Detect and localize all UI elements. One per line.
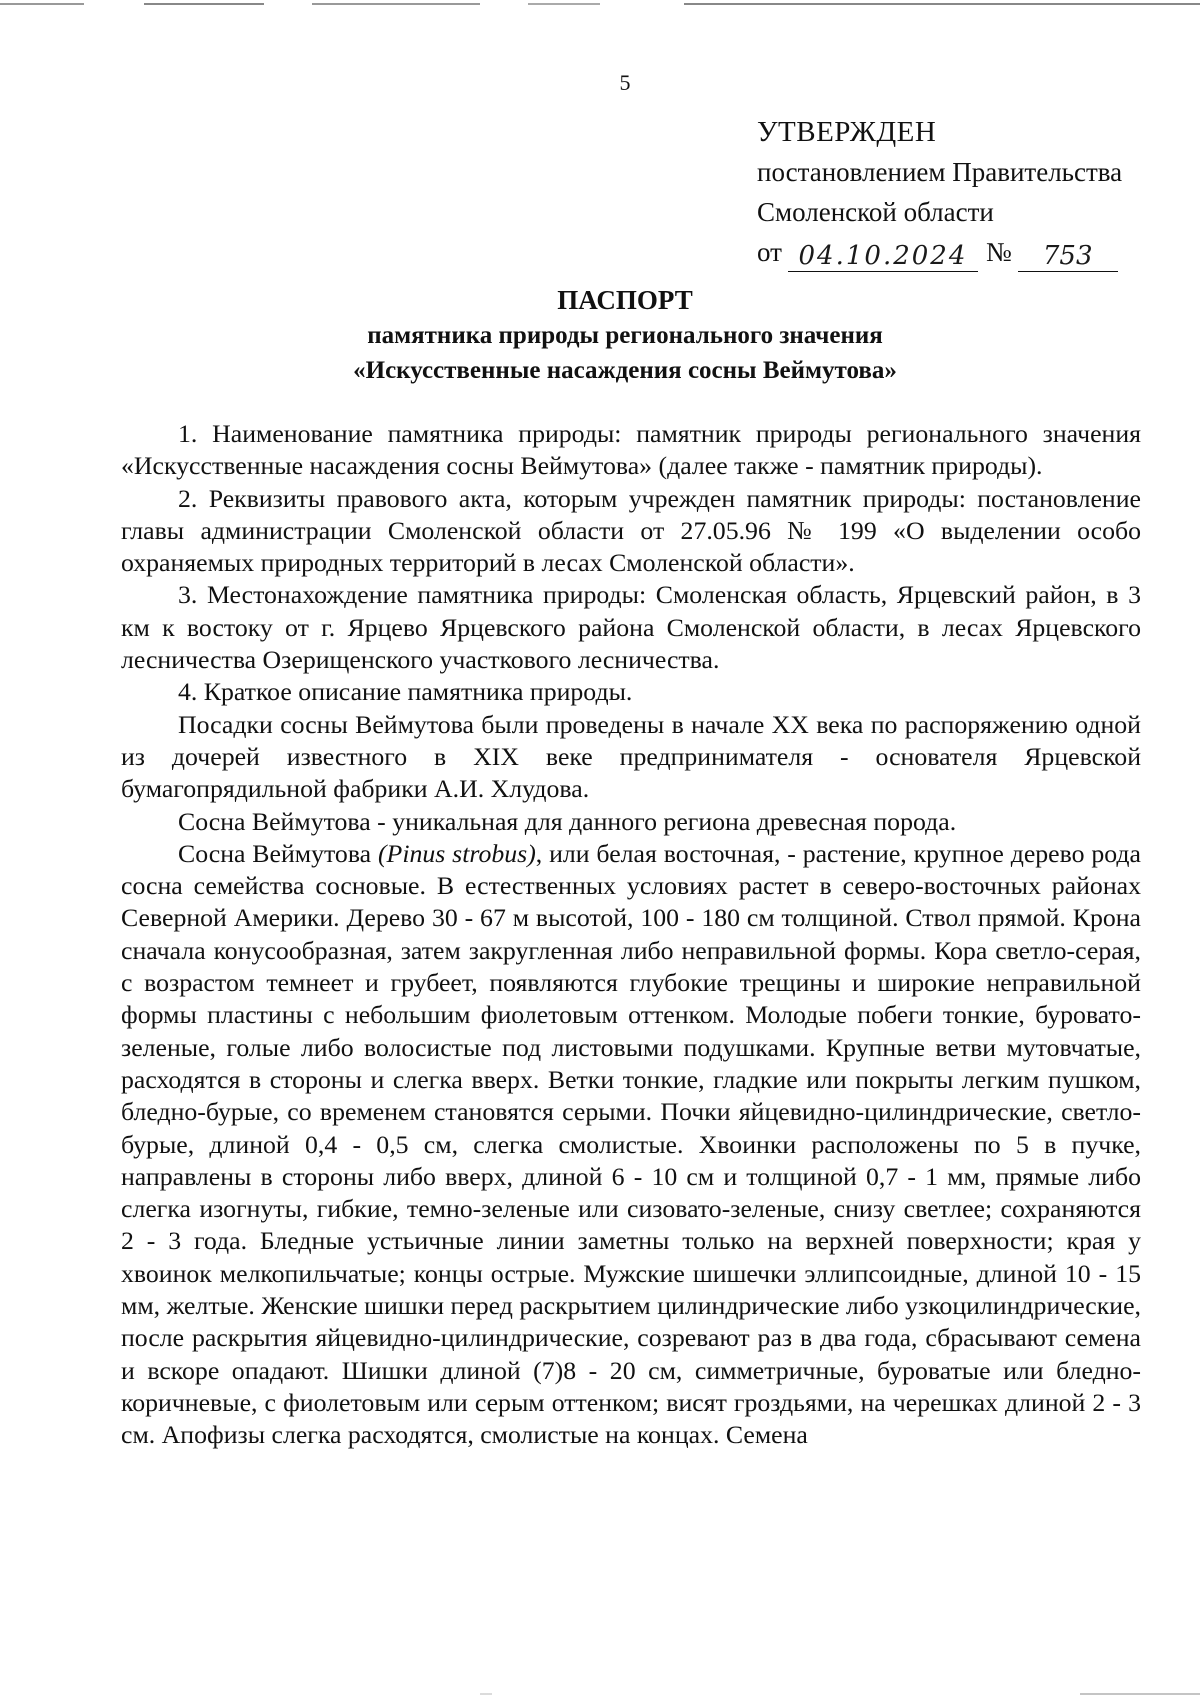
handwritten-date: 04.10.2024 [788, 241, 978, 272]
title-subtitle-2: «Искусственные насаждения сосны Веймутова» [353, 357, 897, 384]
scan-edge-bottom [0, 1693, 1200, 1695]
title-subtitle-1: памятника природы регионального значения [367, 322, 883, 349]
title-main: ПАСПОРТ [557, 285, 693, 315]
paragraph-1: 1. Наименование памятника природы: памятник природы регионального значения «Искусственные насаждения сосны Веймутова» (далее также - памятник природы). [121, 419, 1141, 481]
document-title [0, 282, 1200, 388]
paragraph-4: 4. Краткое описание памятника природы. [178, 677, 633, 707]
latin-name: (Pinus strobus) [377, 838, 536, 868]
approval-line-1: постановлением Правительства [757, 157, 1123, 187]
number-prefix: № [985, 237, 1012, 267]
document-body [121, 418, 1141, 1452]
paragraph-6: Сосна Веймутова - уникальная для данного региона древесная порода. [178, 806, 957, 836]
paragraph-5: Посадки сосны Веймутова были проведены в начале XX века по распоряжению одной из дочерей известного в XIX веке предпринимателя - основателя Ярцевской бумагопрядильной фабрики А.И. Хлудова. [121, 709, 1141, 804]
paragraph-3: 3. Местонахождение памятника природы: Смоленская область, Ярцевский район, в 3 км к востоку от г. Ярцево Ярцевского района Смоленской области, в лесах Ярцевского лесничества Озерищенского участкового лесничества. [121, 580, 1141, 675]
approval-heading: УТВЕРЖДЕН [757, 116, 937, 148]
paragraph-2: 2. Реквизиты правового акта, которым учрежден памятник природы: постановление главы администрации Смоленской области от 27.05.96 № 199 «О выделении особо охраняемых природных территорий в лесах Смоленской области». [121, 483, 1141, 578]
date-prefix: от [757, 237, 782, 267]
scan-edge-top [0, 3, 1200, 5]
handwritten-number: 753 [1018, 241, 1118, 272]
paragraph-7 [121, 838, 1141, 1452]
page-number: 5 [619, 70, 631, 95]
approval-line-2: Смоленской области [757, 197, 994, 227]
approval-date-row [757, 232, 1177, 272]
approval-stamp-block [757, 112, 1177, 272]
paragraph-7-start: Сосна Веймутова [178, 838, 378, 868]
paragraph-7-rest: , или белая восточная, - растение, крупное дерево рода сосна семейства сосновые. В естественных условиях растет в северо-восточных районах Северной Америки. Дерево 30 - 67 м высотой, 100 - 180 см толщиной. Ствол прямой. Крона сначала конусообразная, затем закругленная либо неправильной формы. Кора светло-серая, с возрастом темнеет и грубеет, появляются глубокие трещины и широкие неправильной формы пластины с небольшим фиолетовым оттенком. Молодые побеги тонкие, буровато-зеленые, голые либо волосистые под листовыми подушками. Крупные ветви мутовчатые, расходятся в стороны и слегка вверх. Ветки тонкие, гладкие или покрыты легким пушком, бледно-бурые, со временем становятся серыми. Почки яйцевидно-цилиндрические, светло-бурые, длиной 0,4 - 0,5 см, слегка смолистые. Хвоинки расположены по 5 в пучке, направлены в стороны либо вверх, длиной 6 - 10 см и толщиной 0,7 - 1 мм, прямые либо слегка изогнуты, гибкие, темно-зеленые или сизовато-зеленые, снизу светлее; сохраняются 2 - 3 года. Бледные устьичные линии заметны только на верхней поверхности; края у хвоинок мелкопильчатые; концы острые. Мужские шишечки эллипсоидные, длиной 10 - 15 мм, желтые. Женские шишки перед раскрытием цилиндрические либо узкоцилиндрические, после раскрытия яйцевидно-цилиндрические, созревают раз в два года, сбрасывают семена и вскоре опадают. Шишки длиной (7)8 - 20 см, симметричные, буроватые или бледно-коричневые, с фиолетовым или серым оттенком; висят гроздьями, на черешках длиной 2 - 3 см. Апофизы слегка расходятся, смолистые на концах. Семена [121, 838, 1141, 1450]
